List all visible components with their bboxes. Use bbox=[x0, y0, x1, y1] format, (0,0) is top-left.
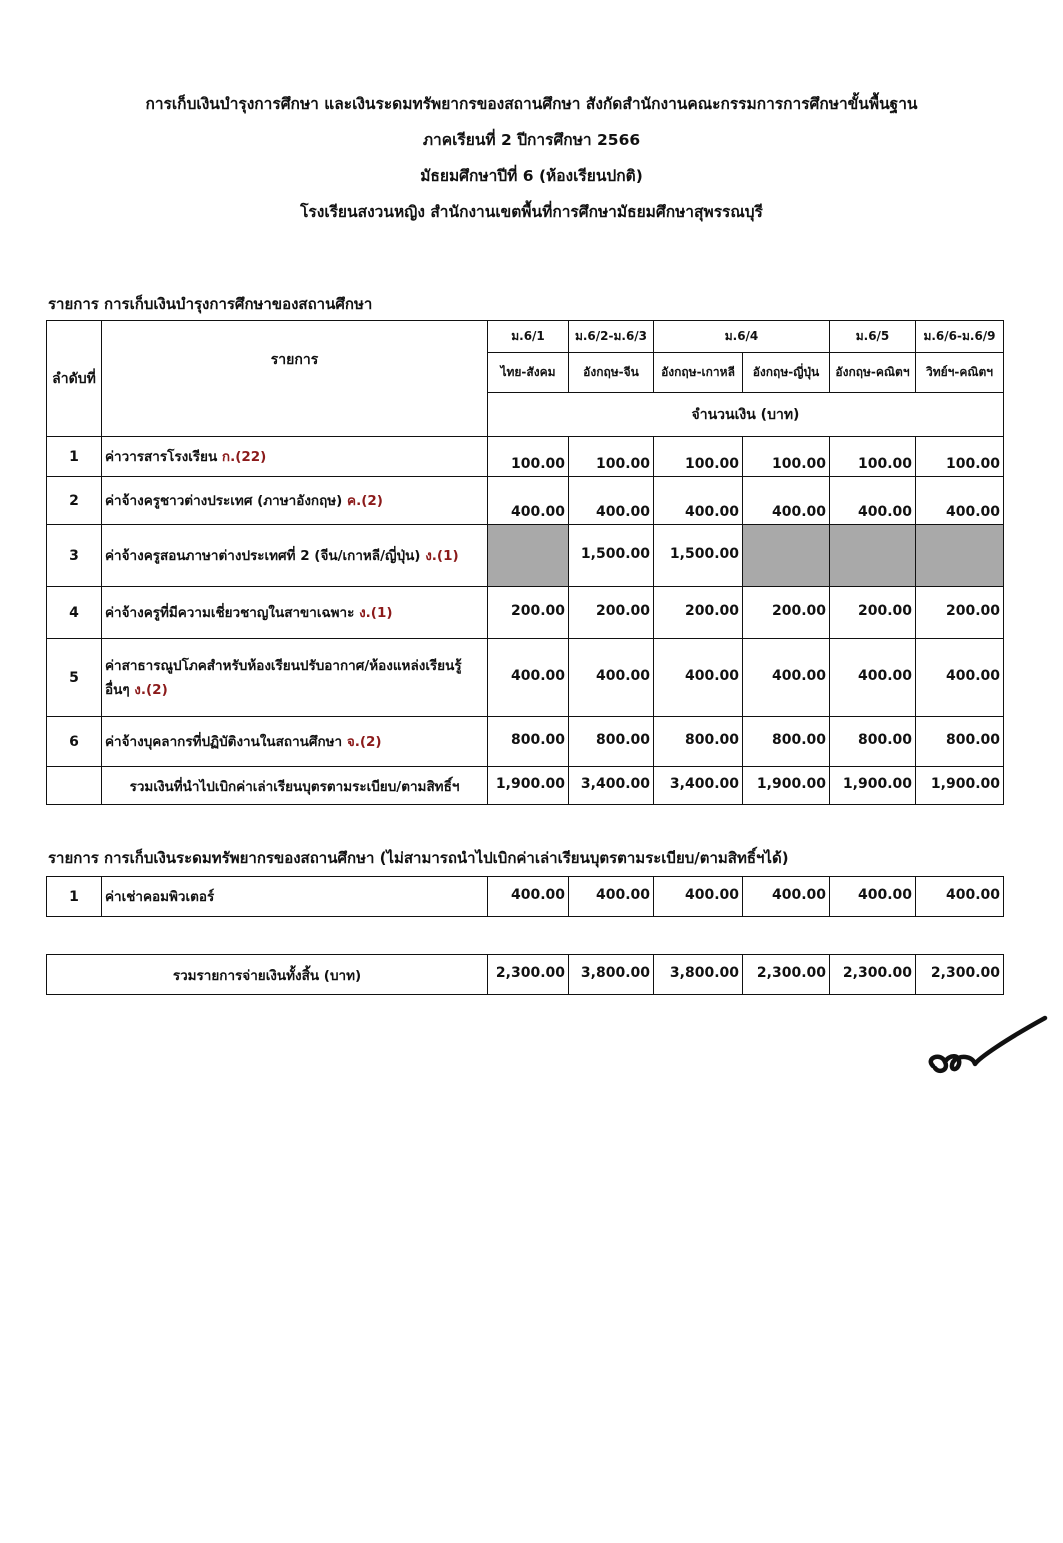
amount-cell: 100.00 bbox=[916, 437, 1004, 477]
table-row bbox=[47, 639, 1004, 717]
amount-cell: 400.00 bbox=[830, 477, 916, 525]
table-row bbox=[47, 717, 1004, 767]
amount-cell: 400.00 bbox=[830, 639, 916, 717]
header-program: วิทย์ฯ-คณิตฯ bbox=[916, 353, 1004, 393]
item-code: จ.(2) bbox=[346, 733, 382, 750]
amount-cell: 1,500.00 bbox=[569, 525, 654, 587]
subtotal-cell: 3,400.00 bbox=[654, 767, 743, 805]
row-item bbox=[102, 717, 488, 767]
amount-cell: 800.00 bbox=[916, 717, 1004, 767]
grand-total-cell: 2,300.00 bbox=[916, 955, 1004, 995]
shaded-cell bbox=[916, 525, 1004, 587]
subtotal-cell: 1,900.00 bbox=[916, 767, 1004, 805]
amount-cell: 800.00 bbox=[743, 717, 830, 767]
amount-cell: 200.00 bbox=[743, 587, 830, 639]
grand-total-table bbox=[46, 954, 1004, 995]
title-line-4: โรงเรียนสงวนหญิง สำนักงานเขตพื้นที่การศึกษามัธยมศึกษาสุพรรณบุรี bbox=[300, 203, 763, 221]
amount-cell: 400.00 bbox=[654, 639, 743, 717]
grand-total-row bbox=[47, 955, 1004, 995]
row-item bbox=[102, 437, 488, 477]
amount-cell: 800.00 bbox=[488, 717, 569, 767]
item-code: ง.(1) bbox=[359, 604, 393, 621]
amount-cell: 400.00 bbox=[488, 877, 569, 917]
subtotal-cell: 1,900.00 bbox=[830, 767, 916, 805]
shaded-cell bbox=[830, 525, 916, 587]
amount-cell: 400.00 bbox=[654, 877, 743, 917]
amount-cell: 400.00 bbox=[916, 877, 1004, 917]
amount-cell: 400.00 bbox=[916, 639, 1004, 717]
amount-cell: 400.00 bbox=[488, 639, 569, 717]
amount-cell: 400.00 bbox=[654, 477, 743, 525]
row-item: ค่าเช่าคอมพิวเตอร์ bbox=[102, 877, 488, 917]
grand-total-cell: 2,300.00 bbox=[830, 955, 916, 995]
amount-cell: 100.00 bbox=[488, 437, 569, 477]
shaded-cell bbox=[488, 525, 569, 587]
empty-cell bbox=[47, 767, 102, 805]
amount-caption: จำนวนเงิน (บาท) bbox=[488, 393, 1004, 437]
item-text: ค่าจ้างครูสอนภาษาต่างประเทศที่ 2 (จีน/เกาหลี/ญี่ปุ่น) bbox=[105, 547, 421, 564]
header-program: อังกฤษ-จีน bbox=[569, 353, 654, 393]
header-group: ม.6/4 bbox=[654, 321, 830, 353]
item-text: ค่าจ้างบุคลากรที่ปฏิบัติงานในสถานศึกษา bbox=[105, 733, 343, 750]
grand-total-cell: 2,300.00 bbox=[488, 955, 569, 995]
header-program: อังกฤษ-คณิตฯ bbox=[830, 353, 916, 393]
amount-cell: 800.00 bbox=[830, 717, 916, 767]
row-number: 2 bbox=[47, 477, 102, 525]
row-number: 1 bbox=[47, 877, 102, 917]
row-item bbox=[102, 639, 488, 717]
resource-table bbox=[46, 876, 1004, 917]
header-index: ลำดับที่ bbox=[47, 321, 102, 437]
table-row bbox=[47, 525, 1004, 587]
subtotal-cell: 3,400.00 bbox=[569, 767, 654, 805]
table-row bbox=[47, 437, 1004, 477]
amount-cell: 200.00 bbox=[916, 587, 1004, 639]
item-code: ง.(1) bbox=[425, 547, 459, 564]
row-item bbox=[102, 477, 488, 525]
amount-cell: 100.00 bbox=[830, 437, 916, 477]
row-item bbox=[102, 587, 488, 639]
header-group: ม.6/6-ม.6/9 bbox=[916, 321, 1004, 353]
amount-cell: 800.00 bbox=[569, 717, 654, 767]
amount-cell: 200.00 bbox=[654, 587, 743, 639]
row-number: 1 bbox=[47, 437, 102, 477]
item-code: ก.(22) bbox=[221, 448, 267, 465]
header-item: รายการ bbox=[102, 321, 488, 437]
section2-label: รายการ การเก็บเงินระดมทรัพยากรของสถานศึกษา (ไม่สามารถนำไปเบิกค่าเล่าเรียนบุตรตามระเบียบ/ตามสิทธิ์ฯได้) bbox=[48, 849, 789, 867]
title-line-1: การเก็บเงินบำรุงการศึกษา และเงินระดมทรัพยากรของสถานศึกษา สังกัดสำนักงานคณะกรรมการการศึกษาขั้นพื้นฐาน bbox=[145, 95, 918, 113]
header-program: อังกฤษ-เกาหลี bbox=[654, 353, 743, 393]
row-number: 6 bbox=[47, 717, 102, 767]
subtotal-row bbox=[47, 767, 1004, 805]
amount-cell: 200.00 bbox=[830, 587, 916, 639]
row-number: 5 bbox=[47, 639, 102, 717]
amount-cell: 800.00 bbox=[654, 717, 743, 767]
amount-cell: 100.00 bbox=[743, 437, 830, 477]
header-program: ไทย-สังคม bbox=[488, 353, 569, 393]
subtotal-cell: 1,900.00 bbox=[488, 767, 569, 805]
item-code: ง.(2) bbox=[134, 681, 168, 698]
table-row bbox=[47, 587, 1004, 639]
row-item bbox=[102, 525, 488, 587]
grand-total-cell: 3,800.00 bbox=[569, 955, 654, 995]
document-title bbox=[0, 86, 1063, 230]
item-text: ค่าจ้างครูชาวต่างประเทศ (ภาษาอังกฤษ) bbox=[105, 492, 343, 509]
fee-table bbox=[46, 320, 1004, 805]
table-row bbox=[47, 877, 1004, 917]
amount-cell: 400.00 bbox=[916, 477, 1004, 525]
item-text: ค่าวารสารโรงเรียน bbox=[105, 448, 218, 465]
amount-cell: 100.00 bbox=[654, 437, 743, 477]
header-group: ม.6/2-ม.6/3 bbox=[569, 321, 654, 353]
subtotal-cell: 1,900.00 bbox=[743, 767, 830, 805]
header-group: ม.6/5 bbox=[830, 321, 916, 353]
amount-cell: 200.00 bbox=[569, 587, 654, 639]
amount-cell: 400.00 bbox=[743, 877, 830, 917]
item-text: ค่าจ้างครูที่มีความเชี่ยวชาญในสาขาเฉพาะ bbox=[105, 604, 355, 621]
amount-cell: 400.00 bbox=[743, 639, 830, 717]
grand-total-label: รวมรายการจ่ายเงินทั้งสิ้น (บาท) bbox=[47, 955, 488, 995]
amount-cell: 400.00 bbox=[569, 639, 654, 717]
grand-total-cell: 2,300.00 bbox=[743, 955, 830, 995]
item-code: ค.(2) bbox=[347, 492, 383, 509]
amount-cell: 400.00 bbox=[488, 477, 569, 525]
title-line-3: มัธยมศึกษาปีที่ 6 (ห้องเรียนปกติ) bbox=[420, 167, 643, 185]
amount-cell: 200.00 bbox=[488, 587, 569, 639]
shaded-cell bbox=[743, 525, 830, 587]
row-number: 4 bbox=[47, 587, 102, 639]
header-program: อังกฤษ-ญี่ปุ่น bbox=[743, 353, 830, 393]
title-line-2: ภาคเรียนที่ 2 ปีการศึกษา 2566 bbox=[422, 131, 641, 149]
section1-label: รายการ การเก็บเงินบำรุงการศึกษาของสถานศึกษา bbox=[48, 295, 373, 313]
amount-cell: 100.00 bbox=[569, 437, 654, 477]
table-row bbox=[47, 477, 1004, 525]
amount-cell: 400.00 bbox=[830, 877, 916, 917]
row-number: 3 bbox=[47, 525, 102, 587]
amount-cell: 1,500.00 bbox=[654, 525, 743, 587]
amount-cell: 400.00 bbox=[569, 877, 654, 917]
item-text: ค่าสาธารณูปโภคสำหรับห้องเรียนปรับอากาศ/ห้องแหล่งเรียนรู้อื่นๆ bbox=[105, 657, 462, 698]
handwritten-signature bbox=[915, 1006, 1055, 1096]
header-group: ม.6/1 bbox=[488, 321, 569, 353]
grand-total-cell: 3,800.00 bbox=[654, 955, 743, 995]
amount-cell: 400.00 bbox=[569, 477, 654, 525]
amount-cell: 400.00 bbox=[743, 477, 830, 525]
subtotal-label: รวมเงินที่นำไปเบิกค่าเล่าเรียนบุตรตามระเบียบ/ตามสิทธิ์ฯ bbox=[102, 767, 488, 805]
